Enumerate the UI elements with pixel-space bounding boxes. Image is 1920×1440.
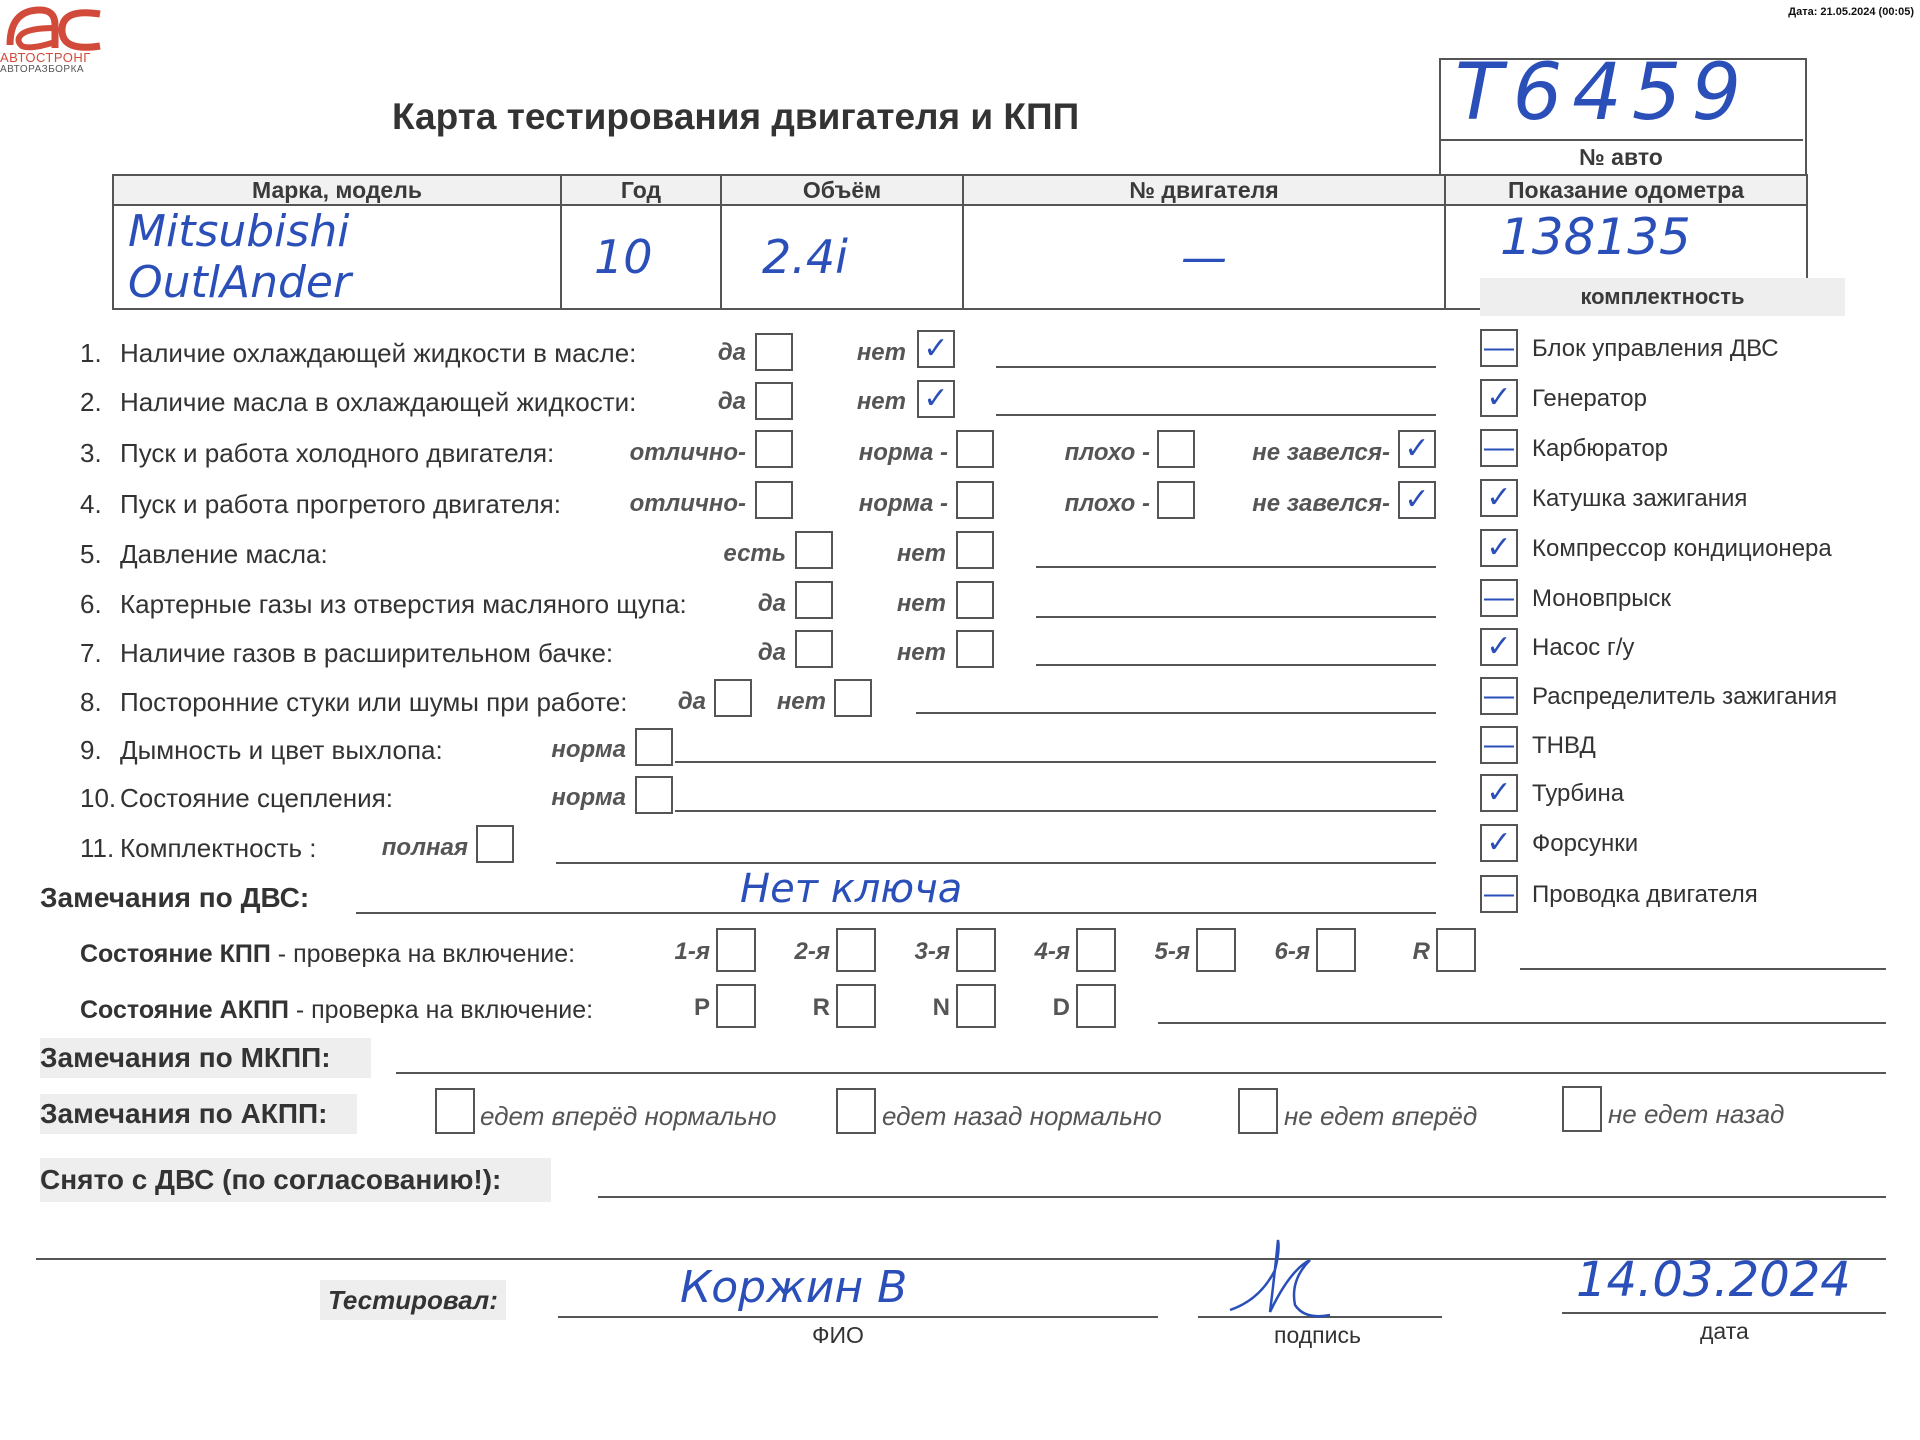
remarks-dvs-value: Нет ключа	[740, 866, 963, 912]
item-8-yes-checkbox[interactable]	[714, 679, 752, 717]
akpp-no-forward-label: не едет вперёд	[1284, 1101, 1478, 1131]
mode-p-checkbox[interactable]	[716, 984, 756, 1028]
auto-number-label: № авто	[1439, 139, 1803, 173]
item-1: 1. Наличие охлаждающей жидкости в масле:	[80, 338, 637, 368]
logo-subtitle: АВТОРАЗБОРКА	[0, 64, 85, 75]
gear-label: 3-я	[914, 938, 950, 965]
odometer-value: 138135	[1500, 208, 1691, 266]
completeness-checkbox[interactable]: ✓	[1480, 379, 1518, 417]
opt-normal-label: норма -	[858, 490, 948, 517]
signature-label: подпись	[1274, 1322, 1361, 1348]
item-8: 8. Посторонние стуки или шумы при работе:	[80, 687, 628, 717]
item-7: 7. Наличие газов в расширительном бачке:	[80, 638, 614, 668]
odometer-header: Показание одометра	[1445, 175, 1807, 205]
engine-number-header: № двигателя	[963, 175, 1445, 205]
completeness-label: Блок управления ДВС	[1532, 335, 1779, 362]
item-11-line	[556, 862, 1436, 864]
gear-label: 2-я	[794, 938, 830, 965]
completeness-label: Турбина	[1532, 780, 1625, 807]
item-2: 2. Наличие масла в охлаждающей жидкости:	[80, 387, 637, 417]
date-line	[1562, 1312, 1886, 1314]
item-6-no-checkbox[interactable]	[956, 581, 994, 619]
completeness-checkbox[interactable]: —	[1480, 875, 1518, 913]
item-8-no-checkbox[interactable]	[834, 679, 872, 717]
removed-label: Снято с ДВС (по согласованию!):	[40, 1158, 551, 1202]
gear-5-checkbox[interactable]	[1196, 928, 1236, 972]
item-11: 11. Комплектность :	[80, 833, 317, 863]
item-5: 5. Давление масла:	[80, 539, 328, 569]
remarks-akpp-label: Замечания по АКПП:	[40, 1094, 357, 1134]
mode-label: R	[812, 994, 830, 1021]
opt-present-label: есть	[723, 540, 786, 567]
mode-n-checkbox[interactable]	[956, 984, 996, 1028]
akpp-back-ok-checkbox[interactable]	[836, 1088, 876, 1134]
item-7-yes-checkbox[interactable]	[795, 630, 833, 668]
remarks-mkpp-line	[396, 1072, 1886, 1074]
opt-full-label: полная	[381, 834, 468, 861]
opt-no-label: нет	[896, 540, 946, 567]
mode-d-checkbox[interactable]	[1076, 984, 1116, 1028]
akpp-no-forward-checkbox[interactable]	[1238, 1088, 1278, 1134]
opt-yes-label: да	[757, 639, 786, 666]
completeness-label: Карбюратор	[1532, 435, 1669, 462]
brand-header: Марка, модель	[113, 175, 561, 205]
gear-4-checkbox[interactable]	[1076, 928, 1116, 972]
item-4: 4. Пуск и работа прогретого двигателя:	[80, 489, 561, 519]
item-5-no-checkbox[interactable]	[956, 531, 994, 569]
completeness-label: Проводка двигателя	[1532, 881, 1758, 908]
item-2-yes-checkbox[interactable]	[755, 382, 793, 420]
gear-label: R	[1412, 938, 1430, 965]
mode-label: D	[1052, 994, 1070, 1021]
completeness-title: комплектность	[1480, 278, 1845, 316]
gear-2-checkbox[interactable]	[836, 928, 876, 972]
item-5-line	[1036, 566, 1436, 568]
opt-excellent-label: отлично-	[629, 439, 746, 466]
opt-yes-label: да	[717, 339, 746, 366]
completeness-label: Распределитель зажигания	[1532, 683, 1838, 710]
opt-excellent-label: отлично-	[629, 490, 746, 517]
remarks-dvs-label: Замечания по ДВС:	[40, 882, 310, 913]
gear-6-checkbox[interactable]	[1316, 928, 1356, 972]
completeness-label: Катушка зажигания	[1532, 485, 1748, 512]
completeness-checkbox[interactable]: ✓	[1480, 628, 1518, 666]
completeness-checkbox[interactable]: ✓	[1480, 824, 1518, 862]
year-header: Год	[561, 175, 721, 205]
completeness-label: Моновпрыск	[1532, 585, 1672, 612]
brand-value: Mitsubishi OutlAnder	[113, 205, 561, 309]
item-3-bad-checkbox[interactable]	[1157, 430, 1195, 468]
item-10: 10. Состояние сцепления:	[80, 783, 393, 813]
kpp-label: Состояние КПП - проверка на включение:	[80, 940, 576, 968]
mode-r-checkbox[interactable]	[836, 984, 876, 1028]
opt-not-started-label: не завелся-	[1252, 490, 1390, 517]
akpp-forward-ok-label: едет вперёд нормально	[480, 1101, 777, 1131]
item-2-line	[996, 414, 1436, 416]
volume-header: Объём	[721, 175, 963, 205]
item-3-excellent-checkbox[interactable]	[755, 430, 793, 468]
item-6-yes-checkbox[interactable]	[795, 581, 833, 619]
logo-name: АВТОСТРОНГ	[0, 50, 91, 65]
item-7-line	[1036, 664, 1436, 666]
handwritten-signature	[1220, 1230, 1350, 1330]
akpp-no-back-label: не едет назад	[1608, 1099, 1785, 1129]
gear-1-checkbox[interactable]	[716, 928, 756, 972]
date-label: дата	[1700, 1318, 1749, 1344]
item-1-yes-checkbox[interactable]	[755, 333, 793, 371]
opt-no-label: нет	[856, 339, 906, 366]
gear-label: 1-я	[674, 938, 710, 965]
item-8-line	[916, 712, 1436, 714]
akpp-label: Состояние АКПП - проверка на включение:	[80, 996, 594, 1024]
item-10-line	[675, 810, 1436, 812]
volume-value: 2.4i	[721, 205, 963, 309]
opt-norm-label: норма	[551, 784, 626, 811]
engine-number-value: —	[963, 205, 1445, 309]
opt-not-started-label: не завелся-	[1252, 439, 1390, 466]
completeness-checkbox[interactable]: —	[1480, 579, 1518, 617]
opt-normal-label: норма -	[858, 439, 948, 466]
item-4-bad-checkbox[interactable]	[1157, 481, 1195, 519]
opt-bad-label: плохо -	[1064, 490, 1150, 517]
gear-3-checkbox[interactable]	[956, 928, 996, 972]
completeness-checkbox[interactable]: —	[1480, 329, 1518, 367]
item-11-full-checkbox[interactable]	[476, 825, 514, 863]
tested-by-label: Тестировал:	[320, 1280, 506, 1320]
completeness-label: ТНВД	[1532, 732, 1596, 759]
opt-no-label: нет	[896, 639, 946, 666]
remarks-dvs-line	[356, 912, 1436, 914]
date-value: 14.03.2024	[1576, 1252, 1851, 1308]
completeness-checkbox[interactable]: ✓	[1480, 529, 1518, 567]
kpp-line	[1520, 968, 1886, 970]
completeness-label: Форсунки	[1532, 830, 1639, 857]
akpp-no-back-checkbox[interactable]	[1562, 1086, 1602, 1132]
completeness-checkbox[interactable]: ✓	[1480, 479, 1518, 517]
item-3-normal-checkbox[interactable]	[956, 430, 994, 468]
item-4-normal-checkbox[interactable]	[956, 481, 994, 519]
item-4-excellent-checkbox[interactable]	[755, 481, 793, 519]
opt-no-label: нет	[896, 590, 946, 617]
mode-label: N	[932, 994, 950, 1021]
item-6-line	[1036, 616, 1436, 618]
completeness-label: Генератор	[1532, 385, 1647, 412]
item-3: 3. Пуск и работа холодного двигателя:	[80, 438, 555, 468]
item-6: 6. Картерные газы из отверстия масляного щупа:	[80, 589, 687, 619]
fio-line	[558, 1316, 1158, 1318]
completeness-checkbox[interactable]: —	[1480, 677, 1518, 715]
item-5-present-checkbox[interactable]	[795, 531, 833, 569]
year-value: 10	[561, 205, 721, 309]
fio-label: ФИО	[812, 1322, 864, 1348]
completeness-label: Насос г/у	[1532, 634, 1635, 661]
item-1-no-checkbox[interactable]: ✓	[917, 330, 955, 368]
gear-label: 6-я	[1274, 938, 1310, 965]
remarks-mkpp-label: Замечания по МКПП:	[40, 1038, 371, 1078]
auto-number-value: T6459	[1455, 48, 1752, 138]
print-date: Дата: 21.05.2024 (00:05)	[1788, 6, 1914, 18]
completeness-checkbox[interactable]: ✓	[1480, 774, 1518, 812]
opt-yes-label: да	[717, 388, 746, 415]
opt-yes-label: да	[677, 688, 706, 715]
opt-no-label: нет	[776, 688, 826, 715]
removed-line	[598, 1196, 1886, 1198]
akpp-forward-ok-checkbox[interactable]	[435, 1088, 475, 1134]
completeness-checkbox[interactable]: —	[1480, 726, 1518, 764]
opt-yes-label: да	[757, 590, 786, 617]
item-9: 9. Дымность и цвет выхлопа:	[80, 735, 443, 765]
gear-r-checkbox[interactable]	[1436, 928, 1476, 972]
item-9-line	[675, 761, 1436, 763]
akpp-line	[1158, 1022, 1886, 1024]
item-1-line	[996, 366, 1436, 368]
gear-label: 4-я	[1034, 938, 1070, 965]
page-title: Карта тестирования двигателя и КПП	[392, 96, 1080, 137]
item-2-no-checkbox[interactable]: ✓	[917, 380, 955, 418]
item-4-not-started-checkbox[interactable]: ✓	[1398, 481, 1436, 519]
item-7-no-checkbox[interactable]	[956, 630, 994, 668]
opt-bad-label: плохо -	[1064, 439, 1150, 466]
opt-no-label: нет	[856, 388, 906, 415]
mode-label: P	[693, 994, 710, 1021]
fio-value: Коржин В	[680, 1262, 908, 1313]
completeness-label: Компрессор кондиционера	[1532, 535, 1832, 562]
item-10-norm-checkbox[interactable]	[635, 776, 673, 814]
gear-label: 5-я	[1154, 938, 1190, 965]
item-3-not-started-checkbox[interactable]: ✓	[1398, 430, 1436, 468]
completeness-checkbox[interactable]: —	[1480, 429, 1518, 467]
item-9-norm-checkbox[interactable]	[635, 728, 673, 766]
akpp-back-ok-label: едет назад нормально	[882, 1101, 1162, 1131]
opt-norm-label: норма	[551, 736, 626, 763]
